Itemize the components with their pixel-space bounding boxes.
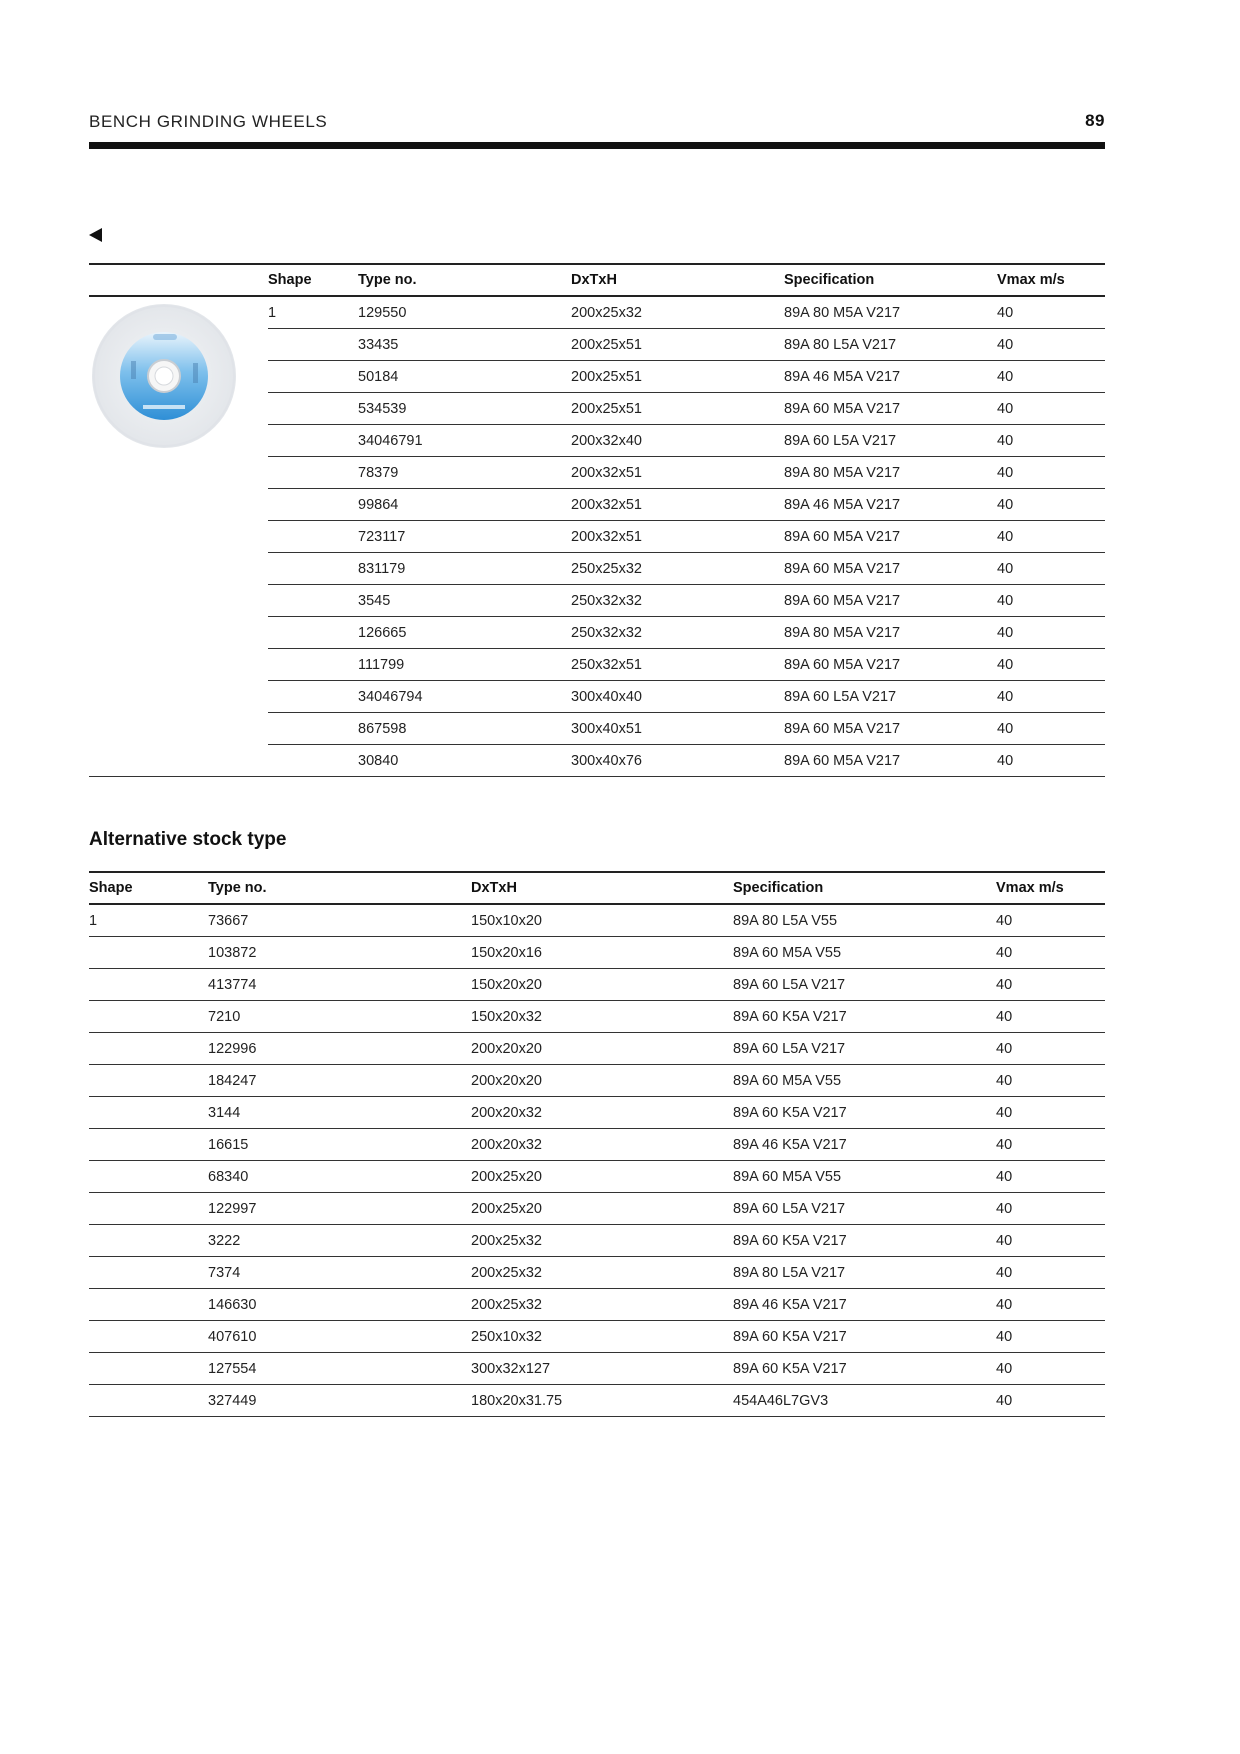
cell-dxtxh: 200x20x20 xyxy=(471,1065,733,1097)
cell-specification: 89A 60 M5A V217 xyxy=(784,649,997,681)
cell-type-no: 127554 xyxy=(208,1353,471,1385)
cell-dxtxh: 250x32x32 xyxy=(571,617,784,649)
cell-shape xyxy=(89,1001,208,1033)
cell-vmax: 40 xyxy=(997,521,1105,553)
cell-dxtxh: 200x20x32 xyxy=(471,1097,733,1129)
cell-type-no: 68340 xyxy=(208,1161,471,1193)
cell-vmax: 40 xyxy=(997,296,1105,329)
cell-specification: 89A 80 M5A V217 xyxy=(784,457,997,489)
cell-type-no: 3144 xyxy=(208,1097,471,1129)
cell-specification: 89A 60 M5A V55 xyxy=(733,1065,996,1097)
column-header-type-no: Type no. xyxy=(358,265,571,296)
cell-specification: 89A 46 M5A V217 xyxy=(784,489,997,521)
cell-specification: 89A 46 K5A V217 xyxy=(733,1129,996,1161)
table-row xyxy=(89,1065,1105,1097)
cell-vmax: 40 xyxy=(997,425,1105,457)
table-row xyxy=(268,489,1105,521)
cell-dxtxh: 200x20x32 xyxy=(471,1129,733,1161)
cell-dxtxh: 250x32x51 xyxy=(571,649,784,681)
cell-vmax: 40 xyxy=(997,649,1105,681)
table-row xyxy=(89,969,1105,1001)
column-header-specification: Specification xyxy=(733,873,996,904)
cell-vmax: 40 xyxy=(997,393,1105,425)
cell-vmax: 40 xyxy=(997,329,1105,361)
cell-specification: 89A 80 M5A V217 xyxy=(784,617,997,649)
table-row xyxy=(268,553,1105,585)
cell-dxtxh: 200x32x51 xyxy=(571,489,784,521)
cell-specification: 89A 46 K5A V217 xyxy=(733,1289,996,1321)
cell-specification: 89A 60 M5A V55 xyxy=(733,937,996,969)
table-bottom-rule xyxy=(89,776,268,777)
cell-type-no: 103872 xyxy=(208,937,471,969)
cell-dxtxh: 250x10x32 xyxy=(471,1321,733,1353)
cell-specification: 89A 60 M5A V217 xyxy=(784,713,997,745)
cell-shape: 1 xyxy=(268,296,358,329)
table-row xyxy=(89,1289,1105,1321)
cell-dxtxh: 150x20x16 xyxy=(471,937,733,969)
cell-specification: 89A 46 M5A V217 xyxy=(784,361,997,393)
cell-vmax: 40 xyxy=(996,904,1105,937)
table-row xyxy=(268,361,1105,393)
cell-vmax: 40 xyxy=(997,617,1105,649)
cell-specification: 89A 60 K5A V217 xyxy=(733,1353,996,1385)
back-arrow-icon[interactable] xyxy=(89,228,102,242)
cell-shape xyxy=(89,1129,208,1161)
cell-specification: 89A 60 M5A V217 xyxy=(784,553,997,585)
cell-type-no: 831179 xyxy=(358,553,571,585)
cell-shape xyxy=(268,393,358,425)
cell-type-no: 122997 xyxy=(208,1193,471,1225)
cell-type-no: 184247 xyxy=(208,1065,471,1097)
column-header-vmax: Vmax m/s xyxy=(996,873,1105,904)
table-row xyxy=(89,1033,1105,1065)
table-row xyxy=(89,1097,1105,1129)
table-row xyxy=(89,1193,1105,1225)
cell-shape xyxy=(89,1353,208,1385)
table-row xyxy=(89,1257,1105,1289)
column-header-vmax: Vmax m/s xyxy=(997,265,1105,296)
column-header-shape: Shape xyxy=(268,265,358,296)
cell-dxtxh: 180x20x31.75 xyxy=(471,1385,733,1417)
cell-shape xyxy=(89,1225,208,1257)
table-header-rule xyxy=(89,295,268,297)
cell-vmax: 40 xyxy=(996,1129,1105,1161)
cell-type-no: 34046791 xyxy=(358,425,571,457)
cell-shape xyxy=(268,585,358,617)
cell-shape xyxy=(89,1097,208,1129)
cell-vmax: 40 xyxy=(997,361,1105,393)
cell-specification: 89A 60 K5A V217 xyxy=(733,1225,996,1257)
cell-vmax: 40 xyxy=(996,1289,1105,1321)
cell-vmax: 40 xyxy=(996,1033,1105,1065)
cell-shape xyxy=(268,425,358,457)
cell-type-no: 7374 xyxy=(208,1257,471,1289)
cell-shape xyxy=(89,1385,208,1417)
cell-dxtxh: 300x40x51 xyxy=(571,713,784,745)
cell-shape xyxy=(268,745,358,777)
table-row xyxy=(268,329,1105,361)
cell-shape xyxy=(89,1289,208,1321)
table-row xyxy=(89,1353,1105,1385)
table-row xyxy=(89,904,1105,937)
cell-specification: 89A 60 K5A V217 xyxy=(733,1097,996,1129)
cell-vmax: 40 xyxy=(997,681,1105,713)
cell-dxtxh: 200x32x51 xyxy=(571,521,784,553)
cell-vmax: 40 xyxy=(996,969,1105,1001)
cell-vmax: 40 xyxy=(996,1161,1105,1193)
cell-type-no: 99864 xyxy=(358,489,571,521)
cell-shape xyxy=(268,681,358,713)
table-row xyxy=(89,1161,1105,1193)
cell-specification: 89A 80 L5A V217 xyxy=(733,1257,996,1289)
table-row xyxy=(268,649,1105,681)
cell-type-no: 327449 xyxy=(208,1385,471,1417)
cell-type-no: 34046794 xyxy=(358,681,571,713)
cell-dxtxh: 300x32x127 xyxy=(471,1353,733,1385)
cell-dxtxh: 200x25x20 xyxy=(471,1193,733,1225)
cell-vmax: 40 xyxy=(996,937,1105,969)
cell-type-no: 413774 xyxy=(208,969,471,1001)
cell-shape xyxy=(268,457,358,489)
cell-dxtxh: 250x25x32 xyxy=(571,553,784,585)
cell-shape xyxy=(89,1257,208,1289)
cell-dxtxh: 200x25x51 xyxy=(571,393,784,425)
cell-type-no: 33435 xyxy=(358,329,571,361)
cell-shape xyxy=(268,361,358,393)
header-rule xyxy=(89,142,1105,149)
cell-vmax: 40 xyxy=(997,585,1105,617)
cell-shape xyxy=(89,1193,208,1225)
cell-shape xyxy=(89,1161,208,1193)
cell-type-no: 126665 xyxy=(358,617,571,649)
cell-vmax: 40 xyxy=(996,1321,1105,1353)
cell-type-no: 16615 xyxy=(208,1129,471,1161)
cell-specification: 89A 80 L5A V217 xyxy=(784,329,997,361)
cell-specification: 89A 60 M5A V217 xyxy=(784,745,997,777)
table-row xyxy=(89,1001,1105,1033)
cell-vmax: 40 xyxy=(997,553,1105,585)
table-row xyxy=(89,1321,1105,1353)
column-header-specification: Specification xyxy=(784,265,997,296)
cell-shape xyxy=(268,553,358,585)
cell-dxtxh: 150x10x20 xyxy=(471,904,733,937)
cell-vmax: 40 xyxy=(996,1385,1105,1417)
cell-shape xyxy=(268,713,358,745)
cell-specification: 89A 60 K5A V217 xyxy=(733,1001,996,1033)
table-row xyxy=(89,1129,1105,1161)
cell-shape xyxy=(89,1033,208,1065)
table-row xyxy=(268,713,1105,745)
cell-dxtxh: 150x20x32 xyxy=(471,1001,733,1033)
cell-shape xyxy=(89,969,208,1001)
cell-shape xyxy=(268,329,358,361)
table-row xyxy=(89,1385,1105,1417)
table-row xyxy=(268,457,1105,489)
cell-dxtxh: 200x25x32 xyxy=(571,296,784,329)
cell-dxtxh: 200x25x32 xyxy=(471,1289,733,1321)
table-row xyxy=(268,585,1105,617)
cell-vmax: 40 xyxy=(996,1225,1105,1257)
cell-type-no: 407610 xyxy=(208,1321,471,1353)
column-header-dxtxh: DxTxH xyxy=(571,265,784,296)
cell-dxtxh: 300x40x76 xyxy=(571,745,784,777)
cell-dxtxh: 250x32x32 xyxy=(571,585,784,617)
cell-dxtxh: 150x20x20 xyxy=(471,969,733,1001)
cell-type-no: 7210 xyxy=(208,1001,471,1033)
cell-type-no: 3545 xyxy=(358,585,571,617)
column-header-type-no: Type no. xyxy=(208,873,471,904)
cell-specification: 454A46L7GV3 xyxy=(733,1385,996,1417)
cell-dxtxh: 200x20x20 xyxy=(471,1033,733,1065)
page-number: 89 xyxy=(1085,111,1105,130)
cell-specification: 89A 60 M5A V217 xyxy=(784,393,997,425)
table-row xyxy=(89,1225,1105,1257)
cell-shape xyxy=(268,617,358,649)
cell-vmax: 40 xyxy=(996,1353,1105,1385)
alternative-product-table xyxy=(89,873,1105,1417)
cell-type-no: 867598 xyxy=(358,713,571,745)
cell-type-no: 50184 xyxy=(358,361,571,393)
cell-vmax: 40 xyxy=(997,745,1105,777)
table-row xyxy=(268,745,1105,777)
table-row xyxy=(268,296,1105,329)
cell-type-no: 3222 xyxy=(208,1225,471,1257)
table-header-row xyxy=(89,873,1105,904)
cell-type-no: 30840 xyxy=(358,745,571,777)
cell-vmax: 40 xyxy=(996,1193,1105,1225)
cell-shape xyxy=(89,1321,208,1353)
cell-vmax: 40 xyxy=(996,1001,1105,1033)
cell-type-no: 723117 xyxy=(358,521,571,553)
cell-shape xyxy=(89,1065,208,1097)
cell-specification: 89A 60 L5A V217 xyxy=(733,1193,996,1225)
table-row xyxy=(89,937,1105,969)
table-row xyxy=(268,617,1105,649)
alternative-stock-title: Alternative stock type xyxy=(89,829,287,850)
alternative-table-section xyxy=(89,871,1105,1417)
cell-dxtxh: 200x25x51 xyxy=(571,361,784,393)
cell-vmax: 40 xyxy=(996,1097,1105,1129)
cell-shape xyxy=(268,649,358,681)
cell-vmax: 40 xyxy=(997,457,1105,489)
cell-dxtxh: 200x32x51 xyxy=(571,457,784,489)
cell-dxtxh: 200x25x32 xyxy=(471,1225,733,1257)
cell-shape xyxy=(268,489,358,521)
cell-type-no: 73667 xyxy=(208,904,471,937)
product-table xyxy=(268,265,1105,777)
table-row xyxy=(268,681,1105,713)
cell-vmax: 40 xyxy=(997,713,1105,745)
cell-specification: 89A 60 L5A V217 xyxy=(733,1033,996,1065)
grinding-wheel-image xyxy=(91,303,237,449)
cell-shape xyxy=(268,521,358,553)
column-header-dxtxh: DxTxH xyxy=(471,873,733,904)
cell-type-no: 122996 xyxy=(208,1033,471,1065)
page-header xyxy=(89,112,1105,134)
cell-vmax: 40 xyxy=(996,1257,1105,1289)
cell-type-no: 129550 xyxy=(358,296,571,329)
cell-dxtxh: 300x40x40 xyxy=(571,681,784,713)
table-row xyxy=(268,393,1105,425)
cell-specification: 89A 60 M5A V217 xyxy=(784,521,997,553)
cell-dxtxh: 200x25x51 xyxy=(571,329,784,361)
cell-specification: 89A 60 M5A V55 xyxy=(733,1161,996,1193)
cell-shape xyxy=(89,937,208,969)
table-row xyxy=(268,521,1105,553)
cell-specification: 89A 60 K5A V217 xyxy=(733,1321,996,1353)
cell-specification: 89A 60 L5A V217 xyxy=(733,969,996,1001)
product-table-section xyxy=(89,263,1105,769)
cell-specification: 89A 60 L5A V217 xyxy=(784,425,997,457)
table-row xyxy=(268,425,1105,457)
cell-dxtxh: 200x32x40 xyxy=(571,425,784,457)
cell-type-no: 534539 xyxy=(358,393,571,425)
cell-vmax: 40 xyxy=(996,1065,1105,1097)
cell-specification: 89A 60 M5A V217 xyxy=(784,585,997,617)
cell-dxtxh: 200x25x20 xyxy=(471,1161,733,1193)
cell-shape: 1 xyxy=(89,904,208,937)
cell-specification: 89A 80 L5A V55 xyxy=(733,904,996,937)
cell-vmax: 40 xyxy=(997,489,1105,521)
section-title: BENCH GRINDING WHEELS xyxy=(89,112,328,131)
cell-type-no: 78379 xyxy=(358,457,571,489)
cell-specification: 89A 60 L5A V217 xyxy=(784,681,997,713)
cell-type-no: 111799 xyxy=(358,649,571,681)
cell-dxtxh: 200x25x32 xyxy=(471,1257,733,1289)
cell-type-no: 146630 xyxy=(208,1289,471,1321)
table-header-row xyxy=(268,265,1105,296)
column-header-shape: Shape xyxy=(89,873,208,904)
cell-specification: 89A 80 M5A V217 xyxy=(784,296,997,329)
